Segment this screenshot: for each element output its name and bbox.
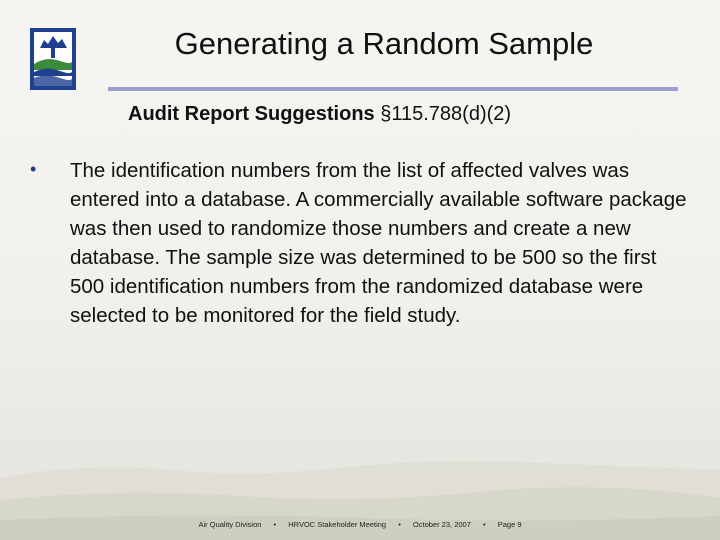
footer-separator: •: [398, 520, 401, 529]
bullet-text: The identification numbers from the list of affected valves was entered into a database. A commercially available software package was then used to randomize those numbers and create a new database. The sample size was determined to be 500 so the first 500 identification numbers from the randomized database were selected to be monitored for the field study.: [70, 159, 687, 327]
bullet-item: [30, 156, 690, 330]
footer-separator: •: [273, 520, 277, 529]
title-underline: [108, 87, 678, 91]
slide-footer: [0, 520, 720, 529]
footer-separator: •: [482, 520, 486, 529]
agency-logo: [30, 28, 76, 90]
bullet-marker: •: [30, 159, 37, 179]
subtitle-heading: Audit Report Suggestions: [128, 103, 375, 125]
slide-title: Generating a Random Sample: [174, 26, 594, 61]
slide-subtitle: [128, 103, 511, 126]
subtitle-reference: §115.788(d)(2): [374, 103, 512, 125]
footer-date: October 23, 2007: [412, 520, 471, 529]
footer-meeting: HRVOC Stakeholder Meeting: [288, 520, 387, 529]
footer-page: Page 9: [497, 520, 522, 529]
footer-division: Air Quality Division: [198, 520, 262, 529]
